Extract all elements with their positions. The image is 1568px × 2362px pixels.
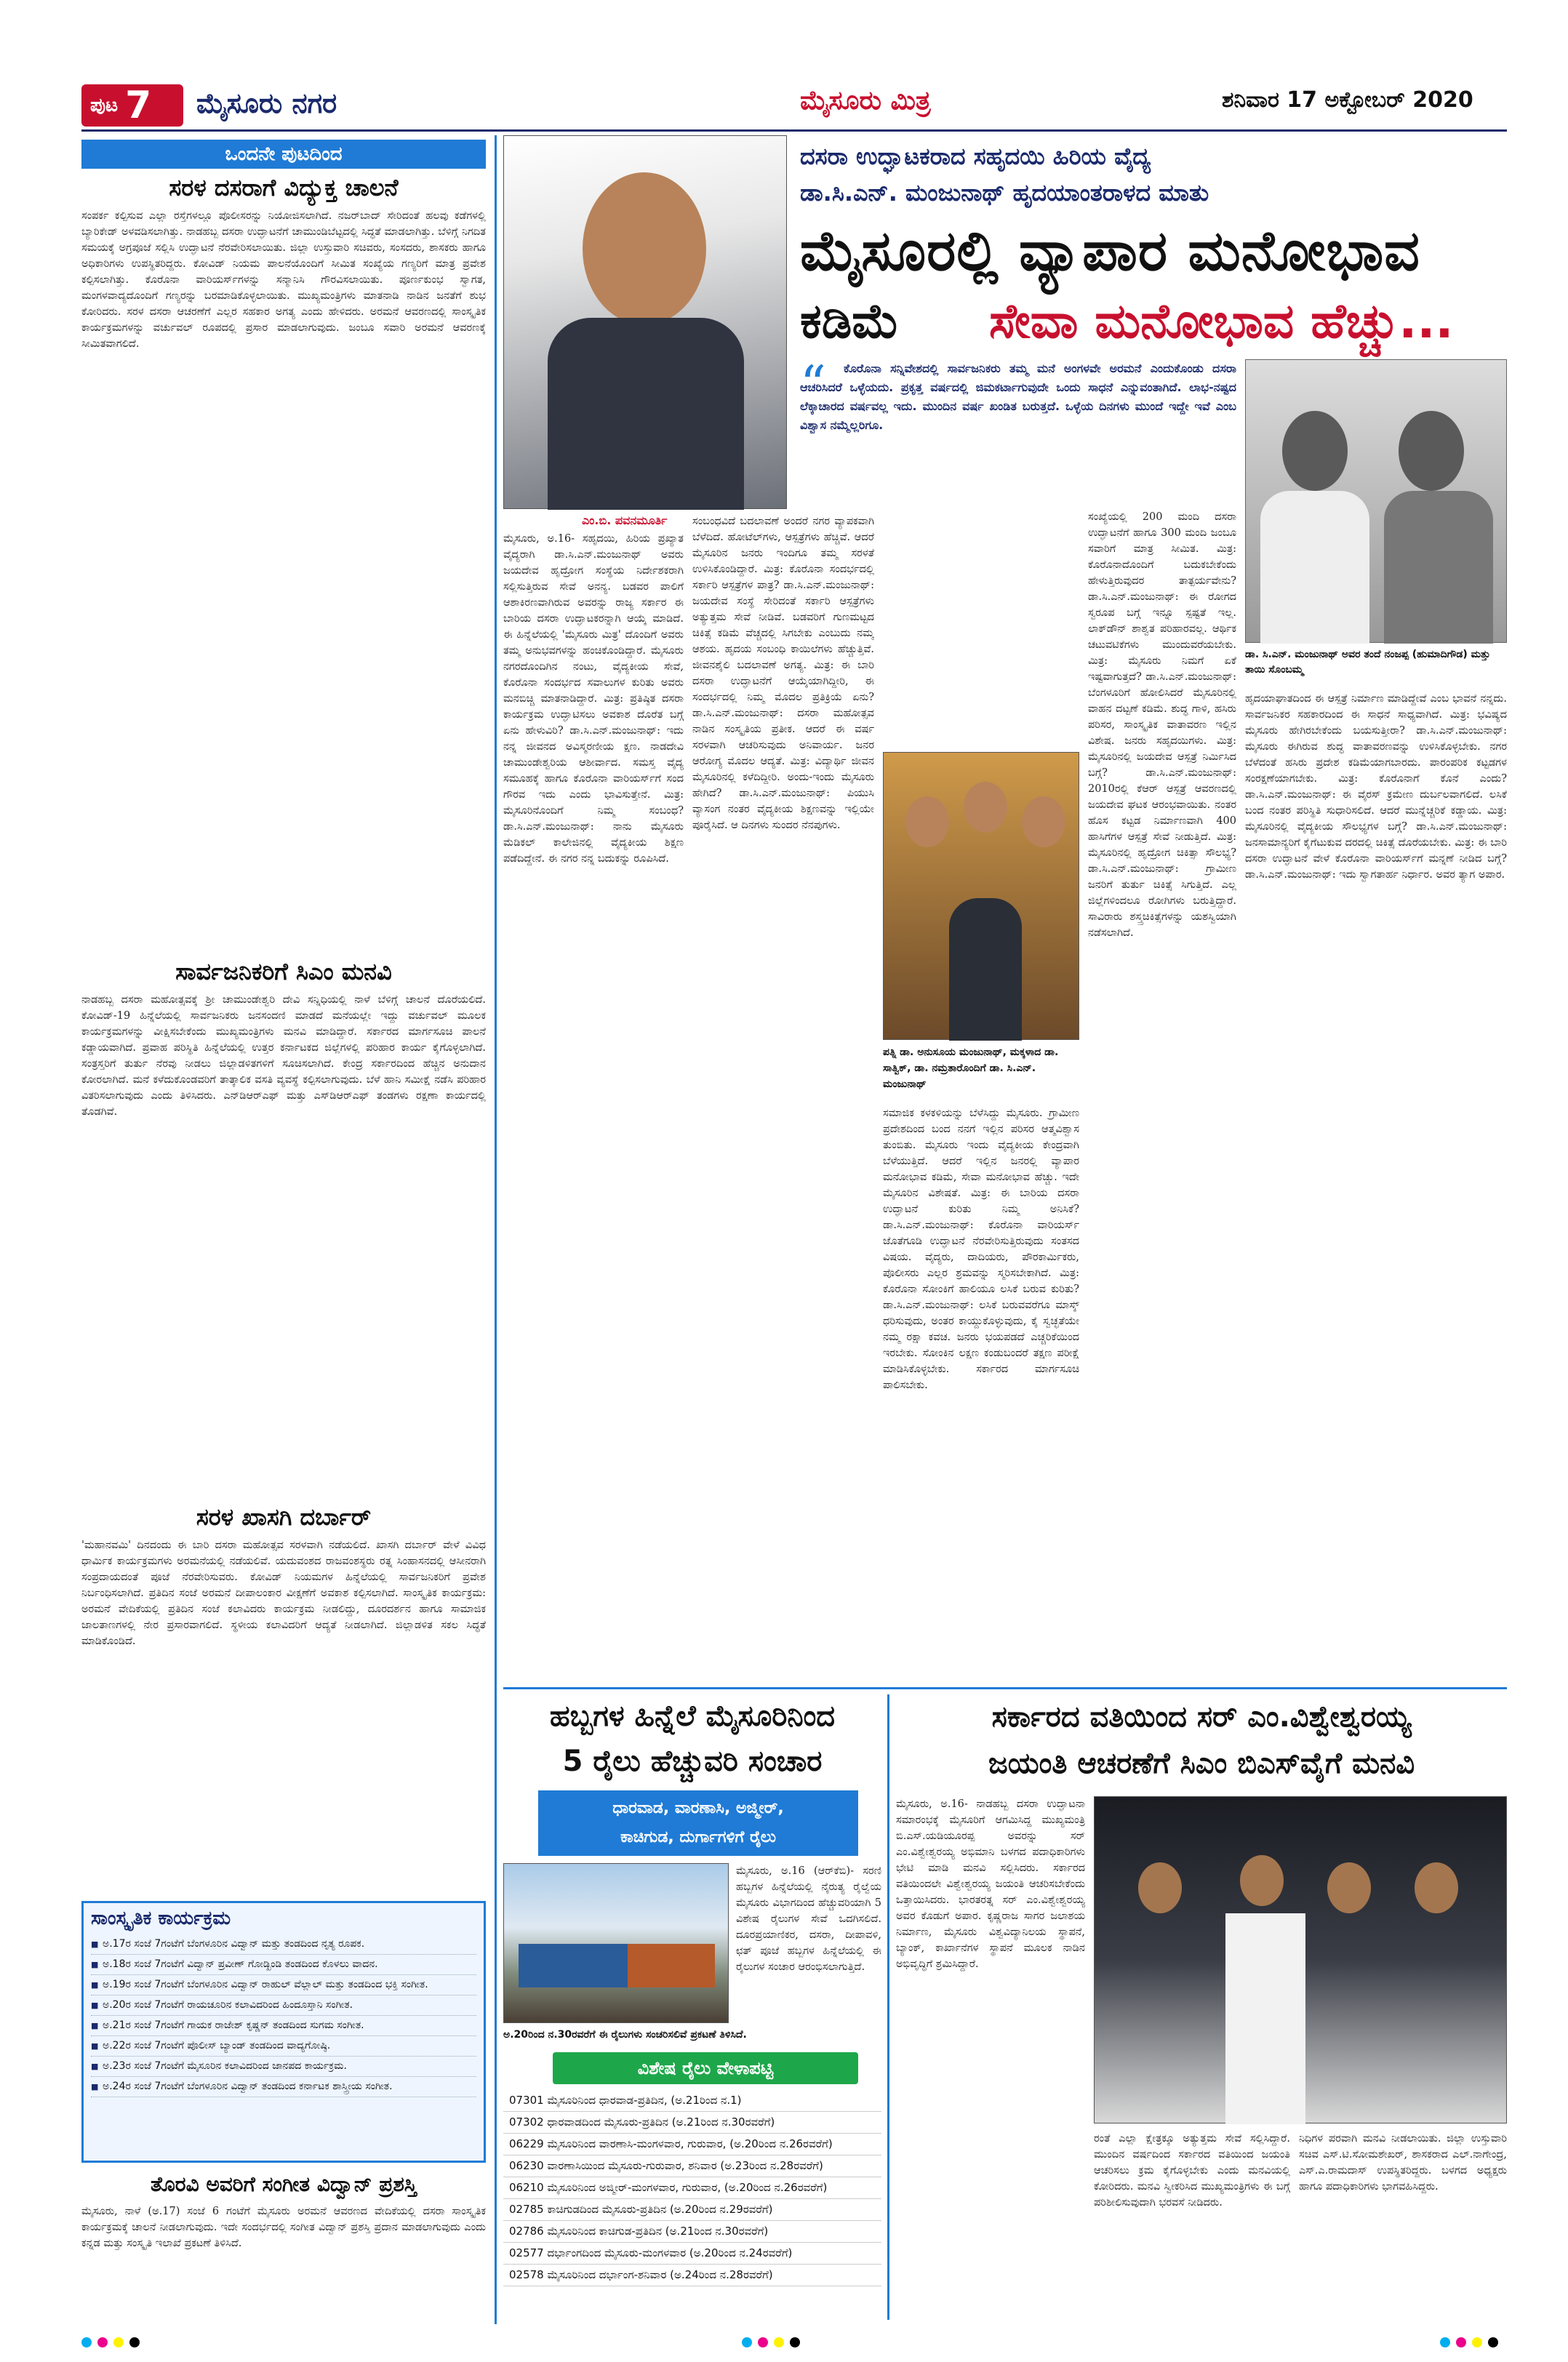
page-number: 7 [125, 84, 152, 127]
visvesvaraya-headline: ಜಯಂತಿ ಆಚರಣೆಗೆ ಸಿಎಂ ಬಿಎಸ್‌ವೈಗೆ ಮನವಿ [988, 1747, 1415, 1780]
print-registration-mark [1440, 2337, 1450, 2347]
kicker: ದಸರಾ ಉದ್ಘಾಟಕರಾದ ಸಹೃದಯಿ ಹಿರಿಯ ವೈದ್ಯ [800, 143, 1151, 170]
programme-item: ■ ಅ.23ರ ಸಂಜೆ 7ಗಂಟೆಗೆ ಮೈಸೂರಿನ ಕಲಾವಿದರಿಂದ ಜಾನಪದ ಕಾರ್ಯಕ್ರಮ. [91, 2057, 476, 2077]
rail-subhead-box [538, 1790, 858, 1856]
page-label: ಪುಟ [90, 94, 119, 116]
print-registration-mark [97, 2337, 108, 2347]
rail-headline: 5 ರೈಲು ಹೆಚ್ಚುವರಿ ಸಂಚಾರ [562, 1745, 823, 1778]
column-divider [495, 135, 497, 2324]
main-headline-part: ಕಡಿಮೆ [800, 293, 900, 349]
print-registration-mark [742, 2337, 752, 2347]
photo-caption: ಡಾ. ಸಿ.ಎನ್. ಮಂಜುನಾಥ್ ಅವರ ತಂದೆ ನಂಜಪ್ಪ (ಹುಮಾದಿಗೌಡ) ಮತ್ತು ತಾಯಿ ಸೊಂಬಮ್ಮ [1245, 649, 1490, 676]
programme-item: ■ ಅ.20ರ ಸಂಜೆ 7ಗಂಟೆಗೆ ರಾಯಚೂರಿನ ಕಲಾವಿದರಿಂದ ಹಿಂದೂಸ್ತಾನಿ ಸಂಗೀತ. [91, 1995, 476, 2016]
bullet-icon: ■ [91, 1960, 99, 1969]
header-rule [81, 129, 1507, 132]
visvesvaraya-headline: ಸರ್ಕಾರದ ವತಿಯಿಂದ ಸರ್ ಎಂ.ವಿಶ್ವೇಶ್ವರಯ್ಯ [991, 1700, 1412, 1734]
train-row: 02578 ಮೈಸೂರಿನಿಂದ ದರ್ಭಾಂಗ-ಶನಿವಾರ (ಅ.24ರಿಂದ ನ.28ರವರೆಗೆ) [503, 2265, 881, 2286]
print-registration-mark [81, 2337, 92, 2347]
quote-icon: “ [800, 355, 826, 415]
cm-meeting-photo [1094, 1796, 1507, 2123]
article-column: ಮೈಸೂರು, ಅ.16- ನಾಡಹಬ್ಬ ದಸರಾ ಉದ್ಘಾಟನಾ ಸಮಾರಂಭಕ್ಕೆ ಮೈಸೂರಿಗೆ ಆಗಮಿಸಿದ್ದ ಮುಖ್ಯಮಂತ್ರಿ ಬಿ.ಎಸ್.ಯಡಿಯೂರಪ್ಪ ಅವರನ್ನು ಸರ್ ಎಂ.ವಿಶ್ವೇಶ್ವರಯ್ಯ ಅಭಿಮಾನಿ ಬಳಗದ ಪದಾಧಿಕಾರಿಗಳು ಭೇಟಿ ಮಾಡಿ ಮನವಿ ಸಲ್ಲಿಸಿದರು. ಸರ್ಕಾರದ ವತಿಯಿಂದಲೇ ವಿಶ್ವೇಶ್ವರಯ್ಯ ಜಯಂತಿ ಆಚರಿಸಬೇಕೆಂದು ಒತ್ತಾಯಿಸಿದರು. ಭಾರತರತ್ನ ಸರ್ ಎಂ.ವಿಶ್ವೇಶ್ವರಯ್ಯ ಅವರ ಕೊಡುಗೆ ಅಪಾರ. ಕೃಷ್ಣರಾಜ ಸಾಗರ ಜಲಾಶಯ ನಿರ್ಮಾಣ, ಮೈಸೂರು ವಿಶ್ವವಿದ್ಯಾನಿಲಯ ಸ್ಥಾಪನೆ, ಬ್ಯಾಂಕ್, ಕಾರ್ಖಾನೆಗಳ ಸ್ಥಾಪನೆ ಮೂಲಕ ನಾಡಿನ ಅಭಿವೃದ್ಧಿಗೆ ಶ್ರಮಿಸಿದ್ದಾರೆ. [896, 1798, 1085, 1970]
story-headline: ಸಾರ್ವಜನಿಕರಿಗೆ ಸಿಎಂ ಮನವಿ [175, 958, 392, 985]
story-body: ಮೈಸೂರು, ನಾಳೆ (ಅ.17) ಸಂಜೆ 6 ಗಂಟೆಗೆ ಮೈಸೂರು ಅರಮನೆ ಆವರಣದ ವೇದಿಕೆಯಲ್ಲಿ ದಸರಾ ಸಾಂಸ್ಕೃತಿಕ ಕಾರ್ಯಕ್ರಮಕ್ಕೆ ಚಾಲನೆ ನೀಡಲಾಗುವುದು. ಇದೇ ಸಂದರ್ಭದಲ್ಲಿ ಸಂಗೀತ ವಿದ್ವಾನ್ ಪ್ರಶಸ್ತಿ ಪ್ರದಾನ ಮಾಡಲಾಗುವುದು ಎಂದು ಕನ್ನಡ ಮತ್ತು ಸಂಸ್ಕೃತಿ ಇಲಾಖೆ ಪ್ರಕಟಣೆ ತಿಳಿಸಿದೆ. [81, 2206, 486, 2249]
print-registration-mark [758, 2337, 768, 2347]
page-number-badge [81, 84, 183, 127]
article-column: ರಂತೆ ಎಲ್ಲಾ ಕ್ಷೇತ್ರಕ್ಕೂ ಅತ್ಯುತ್ತಮ ಸೇವೆ ಸಲ್ಲಿಸಿದ್ದಾರೆ. ಮುಂದಿನ ವರ್ಷದಿಂದ ಸರ್ಕಾರದ ವತಿಯಿಂದ ಜಯಂತಿ ಆಚರಿಸಲು ಕ್ರಮ ಕೈಗೊಳ್ಳಬೇಕು ಎಂದು ಮನವಿಯಲ್ಲಿ ಕೋರಿದರು. ಮನವಿ ಸ್ವೀಕರಿಸಿದ ಮುಖ್ಯಮಂತ್ರಿಗಳು ಈ ಬಗ್ಗೆ ಪರಿಶೀಲಿಸುವುದಾಗಿ ಭರವಸೆ ನೀಡಿದರು. [1094, 2133, 1290, 2209]
bullet-icon: ■ [91, 2021, 99, 2030]
story-body: ಸಂಪರ್ಕ ಕಲ್ಪಿಸುವ ಎಲ್ಲಾ ರಸ್ತೆಗಳಲ್ಲೂ ಪೊಲೀಸರನ್ನು ನಿಯೋಜಿಸಲಾಗಿದೆ. ನಜರ್‌ಬಾದ್ ಸೇರಿದಂತೆ ಹಲವು ಕಡೆಗಳಲ್ಲಿ ಬ್ಯಾರಿಕೇಡ್ ಅಳವಡಿಸಲಾಗಿತ್ತು. ನಾಡಹಬ್ಬ ದಸರಾ ಉದ್ಘಾಟನೆಗೆ ಚಾಮುಂಡಿಬೆಟ್ಟದಲ್ಲಿ ಸಿದ್ಧತೆ ಮಾಡಲಾಗಿತ್ತು. ಬೆಳಿಗ್ಗೆ ನಿಗದಿತ ಸಮಯಕ್ಕೆ ಅಗ್ರಪೂಜೆ ಸಲ್ಲಿಸಿ ಉದ್ಘಾಟನೆ ನೆರವೇರಿಸಲಾಯಿತು. ಜಿಲ್ಲಾ ಉಸ್ತುವಾರಿ ಸಚಿವರು, ಸಂಸದರು, ಶಾಸಕರು ಹಾಗೂ ಅಧಿಕಾರಿಗಳು ಉಪಸ್ಥಿತರಿದ್ದರು. ಕೋವಿಡ್ ನಿಯಮ ಪಾಲನೆಯೊಂದಿಗೆ ಸೀಮಿತ ಸಂಖ್ಯೆಯ ಗಣ್ಯರಿಗೆ ಮಾತ್ರ ಪ್ರವೇಶ ಕಲ್ಪಿಸಲಾಗಿತ್ತು. ಕೊರೊನಾ ವಾರಿಯರ್ಸ್‌ಗಳನ್ನು ಸನ್ಮಾನಿಸಿ ಗೌರವಿಸಲಾಯಿತು. ಪೂರ್ಣಕುಂಭ ಸ್ವಾಗತ, ಮಂಗಳವಾದ್ಯದೊಂದಿಗೆ ಗಣ್ಯರನ್ನು ಬರಮಾಡಿಕೊಳ್ಳಲಾಯಿತು. ಮುಖ್ಯಮಂತ್ರಿಗಳು ಮಾತನಾಡಿ ನಾಡಿನ ಜನತೆಗೆ ಶುಭ ಕೋರಿದರು. ಸರಳ ದಸರಾ ಆಚರಣೆಗೆ ಎಲ್ಲರ ಸಹಕಾರ ಅಗತ್ಯ ಎಂದು ಹೇಳಿದರು. ಅರಮನೆ ಆವರಣದಲ್ಲಿ ಸಾಂಸ್ಕೃತಿಕ ಕಾರ್ಯಕ್ರಮಗಳನ್ನು ವರ್ಚುವಲ್ ರೂಪದಲ್ಲಿ ಪ್ರಸಾರ ಮಾಡಲಾಗುವುದು. ಜಂಬೂ ಸವಾರಿ ಅರಮನೆ ಆವರಣಕ್ಕೆ ಸೀಮಿತವಾಗಲಿದೆ. [81, 210, 486, 350]
issue-date: ಶನಿವಾರ 17 ಅಕ್ಟೋಬರ್ 2020 [1222, 87, 1473, 113]
byline: ಎಂ.ಬಿ. ಪವನಮೂರ್ತಿ [582, 513, 668, 527]
print-registration-mark [1488, 2337, 1498, 2347]
article-column: ಸಂಖ್ಯೆಯಲ್ಲಿ 200 ಮಂದಿ ದಸರಾ ಉದ್ಘಾಟನೆಗೆ ಹಾಗೂ 300 ಮಂದಿ ಜಂಬೂ ಸವಾರಿಗೆ ಮಾತ್ರ ಸೀಮಿತ. ಮಿತ್ರ: ಕೊರೊನಾದೊಂದಿಗೆ ಬದುಕಬೇಕೆಂದು ಹೇಳುತ್ತಿರುವುದರ ತಾತ್ಪರ್ಯವೇನು? ಡಾ.ಸಿ.ಎನ್.ಮಂಜುನಾಥ್: ಈ ರೋಗದ ಸ್ವರೂಪ ಬಗ್ಗೆ ಇನ್ನೂ ಸ್ಪಷ್ಟತೆ ಇಲ್ಲ. ಲಾಕ್‌ಡೌನ್ ಶಾಶ್ವತ ಪರಿಹಾರವಲ್ಲ. ಆರ್ಥಿಕ ಚಟುವಟಿಕೆಗಳು ಮುಂದುವರೆಯಬೇಕು. ಮಿತ್ರ: ಮೈಸೂರು ನಿಮಗೆ ಏಕೆ ಇಷ್ಟವಾಗುತ್ತದೆ? ಡಾ.ಸಿ.ಎನ್.ಮಂಜುನಾಥ್: ಬೆಂಗಳೂರಿಗೆ ಹೋಲಿಸಿದರೆ ಮೈಸೂರಿನಲ್ಲಿ ವಾಹನ ದಟ್ಟಣೆ ಕಡಿಮೆ. ಶುದ್ಧ ಗಾಳಿ, ಹಸಿರು ಪರಿಸರ, ಸಾಂಸ್ಕೃತಿಕ ವಾತಾವರಣ ಇಲ್ಲಿನ ವಿಶೇಷ. ಜನರು ಸಹೃದಯಿಗಳು. ಮಿತ್ರ: ಮೈಸೂರಿನಲ್ಲಿ ಜಯದೇವ ಆಸ್ಪತ್ರೆ ನಿರ್ಮಿಸಿದ ಬಗ್ಗೆ? ಡಾ.ಸಿ.ಎನ್.ಮಂಜುನಾಥ್: 2010ರಲ್ಲಿ ಕೆಆರ್ ಆಸ್ಪತ್ರೆ ಆವರಣದಲ್ಲಿ ಜಯದೇವ ಘಟಕ ಆರಂಭವಾಯಿತು. ನಂತರ ಹೊಸ ಕಟ್ಟಡ ನಿರ್ಮಾಣವಾಗಿ 400 ಹಾಸಿಗೆಗಳ ಆಸ್ಪತ್ರೆ ಸೇವೆ ನೀಡುತ್ತಿದೆ. ಮಿತ್ರ: ಮೈಸೂರಿನಲ್ಲಿ ಹೃದ್ರೋಗ ಚಿಕಿತ್ಸಾ ಸೌಲಭ್ಯ? ಡಾ.ಸಿ.ಎನ್.ಮಂಜುನಾಥ್: ಗ್ರಾಮೀಣ ಜನರಿಗೆ ತುರ್ತು ಚಿಕಿತ್ಸೆ ಸಿಗುತ್ತಿದೆ. ಎಲ್ಲ ಜಿಲ್ಲೆಗಳಿಂದಲೂ ರೋಗಿಗಳು ಬರುತ್ತಿದ್ದಾರೆ. ಸಾವಿರಾರು ಶಸ್ತ್ರಚಿಕಿತ್ಸೆಗಳನ್ನು ಯಶಸ್ವಿಯಾಗಿ ನಡೆಸಲಾಗಿದೆ. [1088, 511, 1236, 939]
train-row: 07301 ಮೈಸೂರಿನಿಂದ ಧಾರವಾಡ-ಪ್ರತಿದಿನ, (ಅ.21ರಿಂದ ನ.1) [503, 2090, 881, 2112]
box-title: ಸಾಂಸ್ಕೃತಿಕ ಕಾರ್ಯಕ್ರಮ [91, 1907, 231, 1929]
story-headline: ತೊರವಿ ಅವರಿಗೆ ಸಂಗೀತ ವಿದ್ವಾನ್ ಪ್ರಶಸ್ತಿ [150, 2172, 417, 2196]
rail-subhead: ಕಾಚಿಗುಡ, ದುರ್ಗಾಗಳಿಗೆ ರೈಲು [620, 1828, 777, 1846]
article-column: ಹೃದಯಾಘಾತದಿಂದ ಈ ಆಸ್ಪತ್ರೆ ನಿರ್ಮಾಣ ಮಾಡಿದ್ದೇವೆ ಎಂಬ ಭಾವನೆ ನನ್ನದು. ಸಾರ್ವಜನಿಕರ ಸಹಕಾರದಿಂದ ಈ ಸಾಧನೆ ಸಾಧ್ಯವಾಗಿದೆ. ಮಿತ್ರ: ಭವಿಷ್ಯದ ಮೈಸೂರು ಹೇಗಿರಬೇಕೆಂದು ಬಯಸುತ್ತೀರಾ? ಡಾ.ಸಿ.ಎನ್.ಮಂಜುನಾಥ್: ಮೈಸೂರು ಈಗಿರುವ ಶುದ್ಧ ವಾತಾವರಣವನ್ನು ಉಳಿಸಿಕೊಳ್ಳಬೇಕು. ನಗರ ಬೆಳೆದಂತೆ ಹಸಿರು ಪ್ರದೇಶ ಕಡಿಮೆಯಾಗಬಾರದು. ಪಾರಂಪರಿಕ ಕಟ್ಟಡಗಳ ಸಂರಕ್ಷಣೆಯಾಗಬೇಕು. ಮಿತ್ರ: ಕೊರೊನಾಗೆ ಕೊನೆ ಎಂದು? ಡಾ.ಸಿ.ಎನ್.ಮಂಜುನಾಥ್: ಈ ವೈರಸ್ ಕ್ರಮೇಣ ದುರ್ಬಲವಾಗಲಿದೆ. ಲಸಿಕೆ ಬಂದ ನಂತರ ಪರಿಸ್ಥಿತಿ ಸುಧಾರಿಸಲಿದೆ. ಆದರೆ ಮುನ್ನೆಚ್ಚರಿಕೆ ಕಡ್ಡಾಯ. ಮಿತ್ರ: ಮೈಸೂರಿನಲ್ಲಿ ವೈದ್ಯಕೀಯ ಸೌಲಭ್ಯಗಳ ಬಗ್ಗೆ? ಡಾ.ಸಿ.ಎನ್.ಮಂಜುನಾಥ್: ಜನಸಾಮಾನ್ಯರಿಗೆ ಕೈಗೆಟುಕುವ ದರದಲ್ಲಿ ಚಿಕಿತ್ಸೆ ದೊರೆಯಬೇಕು. ಮಿತ್ರ: ಈ ಬಾರಿ ದಸರಾ ಉದ್ಘಾಟನೆ ವೇಳೆ ಕೊರೊನಾ ವಾರಿಯರ್ಸ್‌ಗೆ ಮನ್ನಣೆ ನೀಡಿದ ಬಗ್ಗೆ? ಡಾ.ಸಿ.ಎನ್.ಮಂಜುನಾಥ್: ಇದು ಸ್ವಾಗತಾರ್ಹ ನಿರ್ಧಾರ. ಅವರ ತ್ಯಾಗ ಅಪಾರ. [1245, 693, 1507, 881]
section-rule [503, 1687, 1507, 1689]
parents-photo [1245, 359, 1507, 643]
print-registration-mark [1456, 2337, 1466, 2347]
train-photo [503, 1863, 729, 2023]
quote-text: ಕೊರೊನಾ ಸನ್ನಿವೇಶದಲ್ಲಿ ಸಾರ್ವಜನಿಕರು ತಮ್ಮ ಮನೆ ಅಂಗಳವೇ ಅರಮನೆ ಎಂದುಕೊಂಡು ದಸರಾ ಆಚರಿಸಿದರೆ ಒಳ್ಳೆಯದು. ಪ್ರಕೃತ್ತ ವರ್ಷದಲ್ಲಿ ಜಿಮಕರ್ಟಾಗುವುದೇ ಒಂದು ಸಾಧನೆ ಎನ್ನುವಂತಾಗಿದೆ. ಲಾಭ-ನಷ್ಟದ ಲೆಕ್ಕಾಚಾರದ ವರ್ಷವಲ್ಲ ಇದು. ಮುಂದಿನ ವರ್ಷ ಖಂಡಿತ ಬರುತ್ತದೆ. ಒಳ್ಳೆಯ ದಿನಗಳು ಮುಂದೆ ಇದ್ದೇ ಇವೆ ಎಂಬ ವಿಶ್ವಾಸ ನಮ್ಮೆಲ್ಲರಿಗೂ. [800, 361, 1236, 432]
main-headline-accent: ಸೇವಾ ಮನೋಭಾವ ಹೆಚ್ಚು... [989, 293, 1454, 349]
train-row: 02786 ಮೈಸೂರಿನಿಂದ ಕಾಚಿಗುಡ-ಪ್ರತಿದಿನ (ಅ.21ರಿಂದ ನ.30ರವರೆಗೆ) [503, 2221, 881, 2243]
story-body: 'ಮಹಾನವಮಿ' ದಿನದಂದು ಈ ಬಾರಿ ದಸರಾ ಮಹೋತ್ಸವ ಸರಳವಾಗಿ ನಡೆಯಲಿದೆ. ಖಾಸಗಿ ದರ್ಬಾರ್ ವೇಳೆ ವಿವಿಧ ಧಾರ್ಮಿಕ ಕಾರ್ಯಕ್ರಮಗಳು ಅರಮನೆಯಲ್ಲಿ ನಡೆಯಲಿವೆ. ಯದುವಂಶದ ರಾಜವಂಶಸ್ಥರು ರತ್ನ ಸಿಂಹಾಸನದಲ್ಲಿ ಆಸೀನರಾಗಿ ಸಂಪ್ರದಾಯದಂತೆ ಪೂಜೆ ನೆರವೇರಿಸುವರು. ಕೋವಿಡ್ ನಿಯಮಗಳ ಹಿನ್ನೆಲೆಯಲ್ಲಿ ಸಾರ್ವಜನಿಕರಿಗೆ ಪ್ರವೇಶ ನಿರ್ಬಂಧಿಸಲಾಗಿದೆ. ಪ್ರತಿದಿನ ಸಂಜೆ ಅರಮನೆ ದೀಪಾಲಂಕಾರ ವೀಕ್ಷಣೆಗೆ ಅವಕಾಶ ಕಲ್ಪಿಸಲಾಗಿದೆ. ಸಾಂಸ್ಕೃತಿಕ ಕಾರ್ಯಕ್ರಮ: ಅರಮನೆ ವೇದಿಕೆಯಲ್ಲಿ ಪ್ರತಿದಿನ ಸಂಜೆ ಕಲಾವಿದರು ಕಾರ್ಯಕ್ರಮ ನೀಡಲಿದ್ದು, ದೂರದರ್ಶನ ಹಾಗೂ ಸಾಮಾಜಿಕ ಜಾಲತಾಣಗಳಲ್ಲಿ ನೇರ ಪ್ರಸಾರವಾಗಲಿದೆ. ಸ್ಥಳೀಯ ಕಲಾವಿದರಿಗೆ ಆದ್ಯತೆ ನೀಡಲಾಗಿದೆ. ಜಿಲ್ಲಾಡಳಿತ ಸಕಲ ಸಿದ್ಧತೆ ಮಾಡಿಕೊಂಡಿದೆ. [81, 1540, 486, 1647]
bullet-icon: ■ [91, 2062, 99, 2071]
train-row: 02577 ದರ್ಭಾಂಗದಿಂದ ಮೈಸೂರು-ಮಂಗಳವಾರ (ಅ.20ರಿಂದ ನ.24ರವರೆಗೆ) [503, 2243, 881, 2265]
photo-caption: ಅ.20ರಿಂದ ನ.30ರವರೆಗೆ ಈ ರೈಲುಗಳು ಸಂಚರಿಸಲಿವೆ ಪ್ರಕಟಣೆ ತಿಳಿಸಿದೆ. [503, 2029, 747, 2041]
family-photo [883, 752, 1079, 1040]
programme-item: ■ ಅ.24ರ ಸಂಜೆ 7ಗಂಟೆಗೆ ಬೆಂಗಳೂರಿನ ವಿದ್ವಾನ್ ತಂಡದಿಂದ ಕರ್ನಾಟಕ ಶಾಸ್ತ್ರೀಯ ಸಂಗೀತ. [91, 2077, 476, 2097]
programme-item: ■ ಅ.18ರ ಸಂಜೆ 7ಗಂಟೆಗೆ ವಿದ್ವಾನ್ ಪ್ರವೀಣ್ ಗೋಡ್ಖಿಂಡಿ ತಂಡದಿಂದ ಕೊಳಲು ವಾದನ. [91, 1955, 476, 1975]
train-row: 07302 ಧಾರವಾಡದಿಂದ ಮೈಸೂರು-ಪ್ರತಿದಿನ (ಅ.21ರಿಂದ ನ.30ರವರೆಗೆ) [503, 2112, 881, 2134]
bullet-icon: ■ [91, 2082, 99, 2091]
bullet-icon: ■ [91, 1939, 99, 1949]
pull-quote [800, 355, 1236, 505]
box-list [84, 1934, 484, 2097]
kicker: ಡಾ.ಸಿ.ಎನ್. ಮಂಜುನಾಥ್ ಹೃದಯಾಂತರಾಳದ ಮಾತು [800, 179, 1209, 207]
article-column: ಸಂಬಂಧವಿದೆ ಬದಲಾವಣೆ ಅಂದರೆ ನಗರ ವ್ಯಾಪಕವಾಗಿ ಬೆಳೆದಿದೆ. ಹೋಟೆಲ್‌ಗಳು, ಆಸ್ಪತ್ರೆಗಳು ಹೆಚ್ಚಿವೆ. ಆದರೆ ಮೈಸೂರಿನ ಜನರು ಇಂದಿಗೂ ತಮ್ಮ ಸರಳತೆ ಉಳಿಸಿಕೊಂಡಿದ್ದಾರೆ. ಮಿತ್ರ: ಕೊರೊನಾ ಸಂದರ್ಭದಲ್ಲಿ ಸರ್ಕಾರಿ ಆಸ್ಪತ್ರೆಗಳ ಪಾತ್ರ? ಡಾ.ಸಿ.ಎನ್.ಮಂಜುನಾಥ್: ಜಯದೇವ ಸಂಸ್ಥೆ ಸೇರಿದಂತೆ ಸರ್ಕಾರಿ ಆಸ್ಪತ್ರೆಗಳು ಅತ್ಯುತ್ತಮ ಸೇವೆ ನೀಡಿವೆ. ಬಡವರಿಗೆ ಗುಣಮಟ್ಟದ ಚಿಕಿತ್ಸೆ ಕಡಿಮೆ ವೆಚ್ಚದಲ್ಲಿ ಸಿಗಬೇಕು ಎಂಬುದು ನಮ್ಮ ಆಶಯ. ಹೃದಯ ಸಂಬಂಧಿ ಕಾಯಿಲೆಗಳು ಹೆಚ್ಚುತ್ತಿವೆ. ಜೀವನಶೈಲಿ ಬದಲಾವಣೆ ಅಗತ್ಯ. ಮಿತ್ರ: ಈ ಬಾರಿ ದಸರಾ ಉದ್ಘಾಟನೆಗೆ ಆಯ್ಕೆಯಾಗಿದ್ದೀರಿ, ಈ ಸಂದರ್ಭದಲ್ಲಿ ನಿಮ್ಮ ಮೊದಲ ಪ್ರತಿಕ್ರಿಯೆ ಏನು? ಡಾ.ಸಿ.ಎನ್.ಮಂಜುನಾಥ್: ದಸರಾ ಮಹೋತ್ಸವ ನಾಡಿನ ಸಂಸ್ಕೃತಿಯ ಪ್ರತೀಕ. ಆದರೆ ಈ ವರ್ಷ ಸರಳವಾಗಿ ಆಚರಿಸುವುದು ಅನಿವಾರ್ಯ. ಜನರ ಆರೋಗ್ಯ ಮೊದಲ ಆದ್ಯತೆ. ಮಿತ್ರ: ವಿದ್ಯಾರ್ಥಿ ಜೀವನ ಮೈಸೂರಿನಲ್ಲಿ ಕಳೆದಿದ್ದೀರಿ. ಅಂದು-ಇಂದು ಮೈಸೂರು ಹೇಗಿದೆ? ಡಾ.ಸಿ.ಎನ್.ಮಂಜುನಾಥ್: ಪಿಯುಸಿ ವ್ಯಾಸಂಗ ನಂತರ ವೈದ್ಯಕೀಯ ಶಿಕ್ಷಣವನ್ನು ಇಲ್ಲಿಯೇ ಪೂರೈಸಿದೆ. ಆ ದಿನಗಳು ಸುಂದರ ನೆನಪುಗಳು. [692, 516, 874, 831]
programme-item: ■ ಅ.22ರ ಸಂಜೆ 7ಗಂಟೆಗೆ ಪೊಲೀಸ್ ಬ್ಯಾಂಡ್ ತಂಡದಿಂದ ವಾದ್ಯಗೋಷ್ಠಿ. [91, 2036, 476, 2057]
cultural-programme-box [81, 1901, 486, 2163]
doctor-portrait [503, 135, 787, 509]
train-table-title: ವಿಶೇಷ ರೈಲು ವೇಳಾಪಟ್ಟಿ [553, 2052, 858, 2084]
article-column: ಮೈಸೂರು, ಅ.16- ಸಹೃದಯಿ, ಹಿರಿಯ ಪ್ರಖ್ಯಾತ ವೈದ್ಯರಾಗಿ ಡಾ.ಸಿ.ಎನ್.ಮಂಜುನಾಥ್ ಅವರು ಜಯದೇವ ಹೃದ್ರೋಗ ಸಂಸ್ಥೆಯ ನಿರ್ದೇಶಕರಾಗಿ ಸಲ್ಲಿಸುತ್ತಿರುವ ಸೇವೆ ಅನನ್ಯ. ಬಡವರ ಪಾಲಿಗೆ ಆಶಾಕಿರಣವಾಗಿರುವ ಅವರನ್ನು ರಾಜ್ಯ ಸರ್ಕಾರ ಈ ಬಾರಿಯ ದಸರಾ ಉದ್ಘಾಟಕರನ್ನಾಗಿ ಆಯ್ಕೆ ಮಾಡಿದೆ. ಈ ಹಿನ್ನೆಲೆಯಲ್ಲಿ 'ಮೈಸೂರು ಮಿತ್ರ' ದೊಂದಿಗೆ ಅವರು ತಮ್ಮ ಅನುಭವಗಳನ್ನು ಹಂಚಿಕೊಂಡಿದ್ದಾರೆ. ಮೈಸೂರು ನಗರದೊಂದಿಗಿನ ನಂಟು, ವೈದ್ಯಕೀಯ ಸೇವೆ, ಕೊರೊನಾ ಸಂದರ್ಭದ ಸವಾಲುಗಳ ಕುರಿತು ಅವರು ಮನಬಿಚ್ಚಿ ಮಾತನಾಡಿದ್ದಾರೆ. ಮಿತ್ರ: ಪ್ರತಿಷ್ಠಿತ ದಸರಾ ಕಾರ್ಯಕ್ರಮ ಉದ್ಘಾಟಿಸಲು ಅವಕಾಶ ದೊರೆತ ಬಗ್ಗೆ ಏನು ಹೇಳುವಿರಿ? ಡಾ.ಸಿ.ಎನ್.ಮಂಜುನಾಥ್: ಇದು ನನ್ನ ಜೀವನದ ಅವಿಸ್ಮರಣೀಯ ಕ್ಷಣ. ನಾಡದೇವಿ ಚಾಮುಂಡೇಶ್ವರಿಯ ಆಶೀರ್ವಾದ. ಸಮಸ್ತ ವೈದ್ಯ ಸಮೂಹಕ್ಕೆ ಹಾಗೂ ಕೊರೊನಾ ವಾರಿಯರ್ಸ್‌ಗೆ ಸಂದ ಗೌರವ ಇದು ಎಂದು ಭಾವಿಸುತ್ತೇನೆ. ಮಿತ್ರ: ಮೈಸೂರಿನೊಂದಿಗೆ ನಿಮ್ಮ ಸಂಬಂಧ? ಡಾ.ಸಿ.ಎನ್.ಮಂಜುನಾಥ್: ನಾನು ಮೈಸೂರು ಮೆಡಿಕಲ್ ಕಾಲೇಜಿನಲ್ಲಿ ವೈದ್ಯಕೀಯ ಶಿಕ್ಷಣ ಪಡೆದಿದ್ದೇನೆ. ಈ ನಗರ ನನ್ನ ಬದುಕನ್ನು ರೂಪಿಸಿದೆ. [503, 533, 684, 865]
story-headline: ಸರಳ ಖಾಸಗಿ ದರ್ಬಾರ್ [196, 1503, 372, 1531]
print-registration-mark [790, 2337, 800, 2347]
article-column: ನಿಧಿಗಳ ಪರವಾಗಿ ಮನವಿ ನೀಡಲಾಯಿತು. ಜಿಲ್ಲಾ ಉಸ್ತುವಾರಿ ಸಚಿವ ಎಸ್.ಟಿ.ಸೋಮಶೇಖರ್, ಶಾಸಕರಾದ ಎಲ್.ನಾಗೇಂದ್ರ, ಎಸ್.ಎ.ರಾಮದಾಸ್ ಉಪಸ್ಥಿತರಿದ್ದರು. ಬಳಗದ ಅಧ್ಯಕ್ಷರು ಹಾಗೂ ಪದಾಧಿಕಾರಿಗಳು ಭಾಗವಹಿಸಿದ್ದರು. [1299, 2133, 1507, 2193]
article-column: ಸಮಾಜಿಕ ಕಳಕಳಿಯನ್ನು ಬೆಳೆಸಿದ್ದು ಮೈಸೂರು. ಗ್ರಾಮೀಣ ಪ್ರದೇಶದಿಂದ ಬಂದ ನನಗೆ ಇಲ್ಲಿನ ಪರಿಸರ ಆತ್ಮವಿಶ್ವಾಸ ತುಂಬಿತು. ಮೈಸೂರು ಇಂದು ವೈದ್ಯಕೀಯ ಕೇಂದ್ರವಾಗಿ ಬೆಳೆಯುತ್ತಿದೆ. ಆದರೆ ಇಲ್ಲಿನ ಜನರಲ್ಲಿ ವ್ಯಾಪಾರ ಮನೋಭಾವ ಕಡಿಮೆ, ಸೇವಾ ಮನೋಭಾವ ಹೆಚ್ಚು. ಇದೇ ಮೈಸೂರಿನ ವಿಶೇಷತೆ. ಮಿತ್ರ: ಈ ಬಾರಿಯ ದಸರಾ ಉದ್ಘಾಟನೆ ಕುರಿತು ನಿಮ್ಮ ಅನಿಸಿಕೆ? ಡಾ.ಸಿ.ಎನ್.ಮಂಜುನಾಥ್: ಕೊರೊನಾ ವಾರಿಯರ್ಸ್ ಜೊತೆಗೂಡಿ ಉದ್ಘಾಟನೆ ನೆರವೇರಿಸುತ್ತಿರುವುದು ಸಂತಸದ ವಿಷಯ. ವೈದ್ಯರು, ದಾದಿಯರು, ಪೌರಕಾರ್ಮಿಕರು, ಪೊಲೀಸರು ಎಲ್ಲರ ಶ್ರಮವನ್ನು ಸ್ಮರಿಸಬೇಕಾಗಿದೆ. ಮಿತ್ರ: ಕೊರೊನಾ ಸೋಂಕಿಗೆ ಹಾಲಿಯೂ ಲಸಿಕೆ ಬರುವ ಕುರಿತು? ಡಾ.ಸಿ.ಎನ್.ಮಂಜುನಾಥ್: ಲಸಿಕೆ ಬರುವವರೆಗೂ ಮಾಸ್ಕ್ ಧರಿಸುವುದು, ಅಂತರ ಕಾಯ್ದುಕೊಳ್ಳುವುದು, ಕೈ ಸ್ವಚ್ಛತೆಯೇ ನಮ್ಮ ರಕ್ಷಾ ಕವಚ. ಜನರು ಭಯಪಡದೆ ಎಚ್ಚರಿಕೆಯಿಂದ ಇರಬೇಕು. ಸೋಂಕಿನ ಲಕ್ಷಣ ಕಂಡುಬಂದರೆ ತಕ್ಷಣ ಪರೀಕ್ಷೆ ಮಾಡಿಸಿಕೊಳ್ಳಬೇಕು. ಸರ್ಕಾರದ ಮಾರ್ಗಸೂಚಿ ಪಾಲಿಸಬೇಕು. [883, 1108, 1079, 1391]
train-row: 06229 ಮೈಸೂರಿನಿಂದ ವಾರಣಾಸಿ-ಮಂಗಳವಾರ, ಗುರುವಾರ, (ಅ.20ರಿಂದ ನ.26ರವರೆಗೆ) [503, 2134, 881, 2155]
photo-caption: ಪತ್ನಿ ಡಾ. ಅನುಸೂಯ ಮಂಜುನಾಥ್, ಮಕ್ಕಳಾದ ಡಾ. ಸಾತ್ವಿಕ್, ಡಾ. ನಮ್ರತಾರೊಂದಿಗೆ ಡಾ. ಸಿ.ಎನ್. ಮಂಜುನಾಥ್ [883, 1046, 1059, 1090]
print-registration-mark [113, 2337, 124, 2347]
column-divider [887, 1694, 889, 2320]
continued-band: ಒಂದನೇ ಪುಟದಿಂದ [81, 140, 486, 169]
story-headline: ಸರಳ ದಸರಾಗೆ ವಿದ್ಯುಕ್ತ ಚಾಲನೆ [169, 174, 399, 201]
print-registration-mark [774, 2337, 784, 2347]
masthead: ಮೈಸೂರು ಮಿತ್ರ [800, 86, 931, 116]
bullet-icon: ■ [91, 1980, 99, 1990]
rail-subhead: ಧಾರವಾಡ, ವಾರಣಾಸಿ, ಅಜ್ಮೀರ್, [612, 1799, 784, 1817]
programme-item: ■ ಅ.17ರ ಸಂಜೆ 7ಗಂಟೆಗೆ ಬೆಂಗಳೂರಿನ ವಿದ್ವಾನ್ ಮತ್ತು ತಂಡದಿಂದ ನೃತ್ಯ ರೂಪಕ. [91, 1934, 476, 1955]
programme-item: ■ ಅ.19ರ ಸಂಜೆ 7ಗಂಟೆಗೆ ಬೆಂಗಳೂರಿನ ವಿದ್ವಾನ್ ರಾಹುಲ್ ವೆಲ್ಲಾಲ್ ಮತ್ತು ತಂಡದಿಂದ ಭಕ್ತಿ ಸಂಗೀತ. [91, 1975, 476, 1995]
rail-headline: ಹಬ್ಬಗಳ ಹಿನ್ನೆಲೆ ಮೈಸೂರಿನಿಂದ [549, 1700, 836, 1733]
train-schedule-list [503, 2090, 881, 2323]
print-registration-mark [1472, 2337, 1482, 2347]
train-row: 06230 ವಾರಣಾಸಿಯಿಂದ ಮೈಸೂರು-ಗುರುವಾರ, ಶನಿವಾರ (ಅ.23ರಿಂದ ನ.28ರವರೆಗೆ) [503, 2155, 881, 2177]
bullet-icon: ■ [91, 2041, 99, 2051]
main-headline: ಮೈಸೂರಲ್ಲಿ ವ್ಯಾಪಾರ ಮನೋಭಾವ [800, 218, 1420, 283]
rail-body: ಮೈಸೂರು, ಅ.16 (ಆರ್‌ಕೆಬಿ)- ಸರಣಿ ಹಬ್ಬಗಳ ಹಿನ್ನೆಲೆಯಲ್ಲಿ ನೈರುತ್ಯ ರೈಲ್ವೆಯ ಮೈಸೂರು ವಿಭಾಗದಿಂದ ಹೆಚ್ಚುವರಿಯಾಗಿ 5 ವಿಶೇಷ ರೈಲುಗಳ ಸೇವೆ ಒದಗಿಸಲಿದೆ. ದೂರಪ್ರಯಾಣಿಕರ, ದಸರಾ, ದೀಪಾವಳಿ, ಛತ್ ಪೂಜೆ ಹಬ್ಬಗಳ ಹಿನ್ನೆಲೆಯಲ್ಲಿ ಈ ರೈಲುಗಳ ಸಂಚಾರ ಆರಂಭಿಸಲಾಗುತ್ತಿದೆ. [736, 1865, 881, 1973]
print-registration-mark [129, 2337, 140, 2347]
section-title: ಮೈಸೂರು ನಗರ [196, 87, 337, 119]
programme-item: ■ ಅ.21ರ ಸಂಜೆ 7ಗಂಟೆಗೆ ಗಾಯಕ ರಾಜೇಶ್ ಕೃಷ್ಣನ್ ತಂಡದಿಂದ ಸುಗಮ ಸಂಗೀತ. [91, 2016, 476, 2036]
train-row: 06210 ಮೈಸೂರಿನಿಂದ ಅಜ್ಮೀರ್-ಮಂಗಳವಾರ, ಗುರುವಾರ, (ಅ.20ರಿಂದ ನ.26ರವರೆಗೆ) [503, 2177, 881, 2199]
bullet-icon: ■ [91, 2001, 99, 2010]
train-row: 02785 ಕಾಚಿಗುಡದಿಂದ ಮೈಸೂರು-ಪ್ರತಿದಿನ (ಅ.20ರಿಂದ ನ.29ರವರೆಗೆ) [503, 2199, 881, 2221]
story-body: ನಾಡಹಬ್ಬ ದಸರಾ ಮಹೋತ್ಸವಕ್ಕೆ ಶ್ರೀ ಚಾಮುಂಡೇಶ್ವರಿ ದೇವಿ ಸನ್ನಿಧಿಯಲ್ಲಿ ನಾಳೆ ಬೆಳಿಗ್ಗೆ ಚಾಲನೆ ದೊರೆಯಲಿದೆ. ಕೋವಿಡ್-19 ಹಿನ್ನೆಲೆಯಲ್ಲಿ ಸಾರ್ವಜನಿಕರು ಜನಸಂದಣಿ ಮಾಡದೆ ಮನೆಯಲ್ಲೇ ಇದ್ದು ವರ್ಚುವಲ್ ಮೂಲಕ ಕಾರ್ಯಕ್ರಮಗಳನ್ನು ವೀಕ್ಷಿಸಬೇಕೆಂದು ಮುಖ್ಯಮಂತ್ರಿಗಳು ಮನವಿ ಮಾಡಿದ್ದಾರೆ. ಸರ್ಕಾರದ ಮಾರ್ಗಸೂಚಿ ಪಾಲನೆ ಕಡ್ಡಾಯವಾಗಿದೆ. ಪ್ರವಾಹ ಪರಿಸ್ಥಿತಿ ಹಿನ್ನೆಲೆಯಲ್ಲಿ ಉತ್ತರ ಕರ್ನಾಟಕದ ಜಿಲ್ಲೆಗಳಲ್ಲಿ ಪರಿಹಾರ ಕಾರ್ಯ ಕೈಗೊಳ್ಳಲಾಗಿದೆ. ಸಂತ್ರಸ್ತರಿಗೆ ತುರ್ತು ನೆರವು ನೀಡಲು ಜಿಲ್ಲಾಡಳಿತಗಳಿಗೆ ಸೂಚಿಸಲಾಗಿದೆ. ಕೇಂದ್ರ ಸರ್ಕಾರದಿಂದ ಹೆಚ್ಚಿನ ಅನುದಾನ ಕೋರಲಾಗಿದೆ. ಮನೆ ಕಳೆದುಕೊಂಡವರಿಗೆ ತಾತ್ಕಾಲಿಕ ವಸತಿ ವ್ಯವಸ್ಥೆ ಕಲ್ಪಿಸಲಾಗುವುದು. ಬೆಳೆ ಹಾನಿ ಸಮೀಕ್ಷೆ ನಡೆಸಿ ಪರಿಹಾರ ವಿತರಿಸಲಾಗುವುದು ಎಂದು ತಿಳಿಸಿದರು. ಎನ್‌ಡಿಆರ್‌ಎಫ್ ಮತ್ತು ಎಸ್‌ಡಿಆರ್‌ಎಫ್ ತಂಡಗಳು ರಕ್ಷಣಾ ಕಾರ್ಯದಲ್ಲಿ ತೊಡಗಿವೆ. [81, 994, 486, 1118]
